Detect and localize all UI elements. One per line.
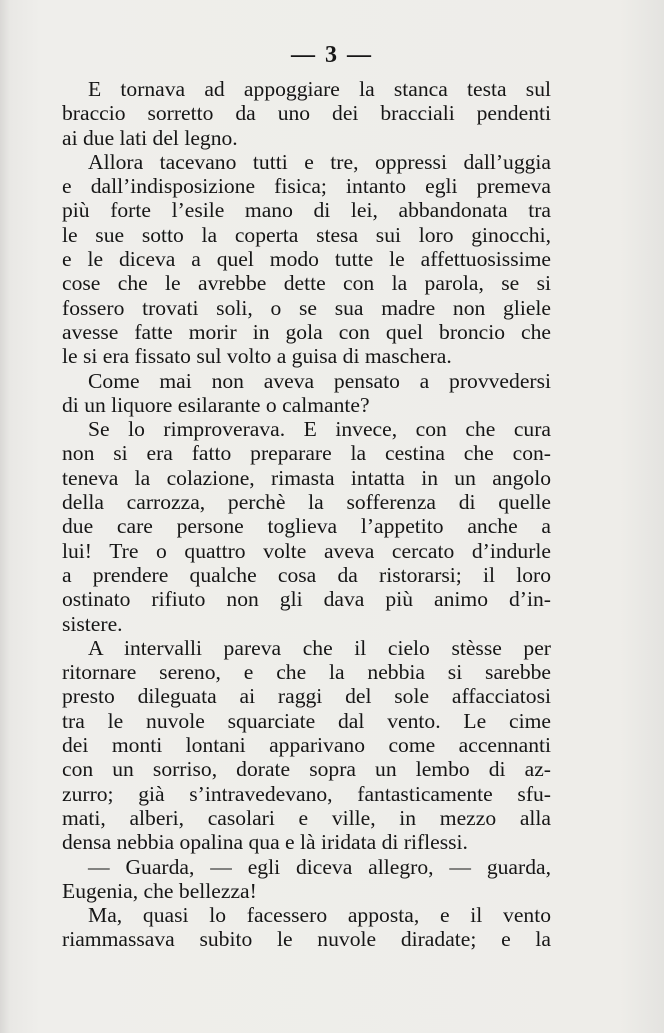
text-line: e dall’indisposizione fisica; intanto egli premeva bbox=[62, 174, 551, 199]
text-line: A intervalli pareva che il cielo stèsse per bbox=[88, 635, 551, 660]
text-line: le si era fissato sul volto a guisa di maschera. bbox=[62, 344, 452, 369]
text-line: E tornava ad appoggiare la stanca testa sul bbox=[88, 77, 551, 101]
paragraph bbox=[62, 903, 551, 952]
text-line: non si era fatto preparare la cestina che con- bbox=[62, 441, 551, 466]
text-line: teneva la colazione, rimasta intatta in un angolo bbox=[62, 465, 551, 490]
text-line: due care persone toglieva l’appetito anche a bbox=[62, 514, 551, 539]
text-line: Allora tacevano tutti e tre, oppressi dall’uggia bbox=[88, 149, 551, 174]
paragraph bbox=[62, 369, 551, 418]
text-line: a prendere qualche cosa da ristorarsi; il loro bbox=[62, 562, 551, 587]
text-line: cose che le avrebbe dette con la parola, se si bbox=[62, 271, 551, 296]
paragraph bbox=[62, 417, 551, 636]
text-line: più forte l’esile mano di lei, abbandonata tra bbox=[62, 198, 551, 223]
text-line: sistere. bbox=[62, 611, 123, 636]
text-line: le sue sotto la coperta stesa sui loro ginocchi, bbox=[62, 222, 551, 247]
text-line: di un liquore esilarante o calmante? bbox=[62, 392, 370, 417]
body-text bbox=[62, 77, 551, 952]
text-line: Eugenia, che bellezza! bbox=[62, 878, 257, 903]
paragraph bbox=[62, 636, 551, 855]
text-line: Ma, quasi lo facessero apposta, e il vento bbox=[88, 903, 551, 928]
text-line: avesse fatte morir in gola con quel broncio che bbox=[62, 319, 551, 344]
text-line: presto dileguata ai raggi del sole affacciatosi bbox=[62, 684, 551, 709]
text-line: con un sorriso, dorate sopra un lembo di az- bbox=[62, 757, 551, 782]
text-line: — Guarda, — egli diceva allegro, — guarda, bbox=[88, 854, 551, 879]
text-line: ostinato rifiuto non gli dava più animo d’in- bbox=[62, 587, 551, 612]
text-line: braccio sorretto da uno dei bracciali pendenti bbox=[62, 101, 551, 126]
page-number: — 3 — bbox=[291, 42, 373, 68]
text-line: lui! Tre o quattro volte aveva cercato d’indurle bbox=[62, 538, 551, 563]
text-line: mati, alberi, casolari e ville, in mezzo alla bbox=[62, 805, 551, 830]
text-line: tra le nuvole squarciate dal vento. Le cime bbox=[62, 708, 551, 733]
text-line: Se lo rimproverava. E invece, con che cura bbox=[88, 417, 551, 442]
text-line: riammassava subito le nuvole diradate; e la bbox=[62, 927, 551, 952]
paragraph bbox=[62, 150, 551, 369]
text-line: fossero trovati soli, o se sua madre non gliele bbox=[62, 295, 551, 320]
text-line: della carrozza, perchè la sofferenza di quelle bbox=[62, 490, 551, 515]
text-line: Come mai non aveva pensato a provvedersi bbox=[88, 368, 551, 393]
text-line: ai due lati del legno. bbox=[62, 125, 238, 150]
paragraph bbox=[62, 855, 551, 904]
text-line: ritornare sereno, e che la nebbia si sarebbe bbox=[62, 660, 551, 685]
text-line: densa nebbia opalina qua e là iridata di riflessi. bbox=[62, 830, 468, 855]
paragraph bbox=[62, 77, 551, 150]
text-line: zurro; già s’intravedevano, fantasticamente sfu- bbox=[62, 781, 551, 806]
text-line: dei monti lontani apparivano come accennanti bbox=[62, 733, 551, 758]
text-line: e le diceva a quel modo tutte le affettuosissime bbox=[62, 247, 551, 272]
